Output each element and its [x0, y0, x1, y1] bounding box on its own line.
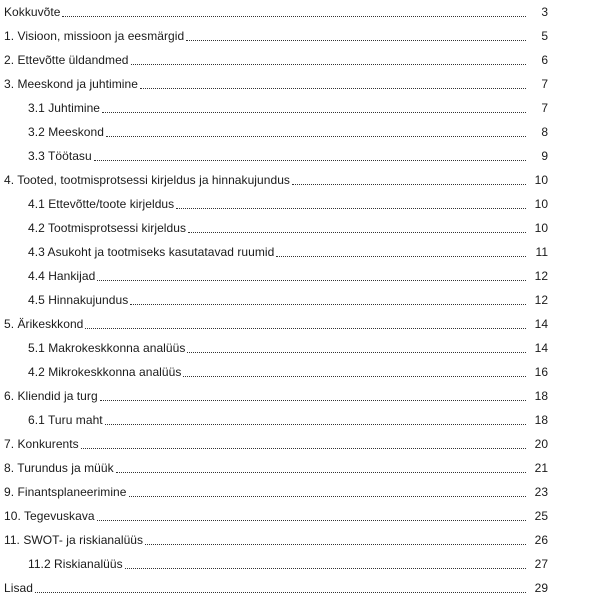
toc-page-number: 18: [534, 389, 548, 403]
toc-entry[interactable]: [0, 50, 600, 70]
dot-leader: [276, 255, 526, 257]
toc-entry[interactable]: [0, 338, 600, 358]
toc-entry[interactable]: [0, 506, 600, 526]
toc-entry[interactable]: [0, 554, 600, 574]
dot-leader: [94, 159, 526, 161]
toc-entry[interactable]: [0, 458, 600, 478]
toc-page-number: 14: [534, 341, 548, 355]
toc-entry[interactable]: [0, 266, 600, 286]
toc-entry-label: 4.3 Asukoht ja tootmiseks kasutatavad ruumid: [28, 245, 275, 259]
toc-entry-label: 3. Meeskond ja juhtimine: [4, 77, 138, 91]
dot-leader: [183, 375, 526, 377]
toc-page-number: 6: [541, 53, 548, 67]
dot-leader: [116, 471, 526, 473]
toc-entry[interactable]: [0, 146, 600, 166]
toc-entry-label: 2. Ettevõtte üldandmed: [4, 53, 129, 67]
toc-page-number: 12: [534, 269, 548, 283]
dot-leader: [106, 135, 526, 137]
toc-entry-label: 3.1 Juhtimine: [28, 101, 101, 115]
toc-page-number: 5: [541, 29, 548, 43]
dot-leader: [188, 231, 526, 233]
toc-entry[interactable]: [0, 290, 600, 310]
dot-leader: [130, 303, 526, 305]
dot-leader: [81, 447, 526, 449]
toc-entry-label: 7. Konkurents: [4, 437, 79, 451]
toc-entry[interactable]: [0, 362, 600, 382]
toc-entry-label: 11. SWOT- ja riskianalüüs: [4, 533, 144, 547]
toc-entry-label: 3.2 Meeskond: [28, 125, 104, 139]
toc-entry-label: 4.2 Tootmisprotsessi kirjeldus: [28, 221, 187, 235]
dot-leader: [35, 591, 526, 593]
dot-leader: [129, 495, 526, 497]
toc-entry-label: 6. Kliendid ja turg: [4, 389, 98, 403]
toc-entry-label: 4.2 Mikrokeskkonna analüüs: [28, 365, 182, 379]
dot-leader: [102, 111, 526, 113]
toc-page-number: 29: [534, 581, 548, 595]
toc-entry-label: 11.2 Riskianalüüs: [28, 557, 123, 571]
toc-page-number: 7: [541, 77, 548, 91]
toc-page-number: 12: [534, 293, 548, 307]
toc-entry[interactable]: [0, 26, 600, 46]
dot-leader: [85, 327, 526, 329]
toc-page-number: 8: [541, 125, 548, 139]
toc-entry-label: 4.5 Hinnakujundus: [28, 293, 129, 307]
toc-entry-label: 9. Finantsplaneerimine: [4, 485, 127, 499]
toc-page-number: 21: [534, 461, 548, 475]
toc-entry[interactable]: [0, 482, 600, 502]
toc-entry[interactable]: [0, 194, 600, 214]
toc-page-number: 14: [534, 317, 548, 331]
toc-entry-label: 4.4 Hankijad: [28, 269, 96, 283]
toc-page-number: 7: [541, 101, 548, 115]
dot-leader: [97, 519, 526, 521]
toc-entry[interactable]: [0, 242, 600, 262]
dot-leader: [131, 63, 526, 65]
toc-page-number: 3: [541, 5, 548, 19]
toc-entry[interactable]: [0, 314, 600, 334]
dot-leader: [100, 399, 526, 401]
toc-entry[interactable]: [0, 434, 600, 454]
toc-entry[interactable]: [0, 410, 600, 430]
toc-entry-label: 5.1 Makrokeskkonna analüüs: [28, 341, 186, 355]
toc-entry[interactable]: [0, 578, 600, 598]
toc-entry[interactable]: [0, 74, 600, 94]
toc-entry-label: 4. Tooted, tootmisprotsessi kirjeldus ja hinnakujundus: [4, 173, 290, 187]
toc-entry-label: Kokkuvõte: [4, 5, 61, 19]
toc-page-number: 23: [534, 485, 548, 499]
dot-leader: [176, 207, 526, 209]
toc-page-number: 10: [534, 197, 548, 211]
toc-entry[interactable]: [0, 386, 600, 406]
toc-entry[interactable]: [0, 218, 600, 238]
dot-leader: [140, 87, 526, 89]
dot-leader: [105, 423, 526, 425]
toc-page-number: 10: [534, 221, 548, 235]
toc-entry[interactable]: [0, 98, 600, 118]
toc-page-number: 25: [534, 509, 548, 523]
toc-page-number: 26: [534, 533, 548, 547]
dot-leader: [187, 351, 526, 353]
toc-entry-label: 10. Tegevuskava: [4, 509, 95, 523]
toc-entry-label: 4.1 Ettevõtte/toote kirjeldus: [28, 197, 175, 211]
toc-entry[interactable]: [0, 2, 600, 22]
toc-entry-label: 6.1 Turu maht: [28, 413, 103, 427]
dot-leader: [292, 183, 526, 185]
toc-entry-label: Lisad: [4, 581, 33, 595]
toc-entry[interactable]: [0, 122, 600, 142]
dot-leader: [97, 279, 526, 281]
dot-leader: [62, 15, 526, 17]
toc-page-number: 11: [535, 245, 548, 259]
toc-entry-label: 1. Visioon, missioon ja eesmärgid: [4, 29, 185, 43]
toc-page-number: 9: [541, 149, 548, 163]
toc-page-number: 20: [534, 437, 548, 451]
toc-entry-label: 8. Turundus ja müük: [4, 461, 114, 475]
toc-page-number: 10: [534, 173, 548, 187]
toc-entry-label: 3.3 Töötasu: [28, 149, 92, 163]
toc-page-number: 18: [534, 413, 548, 427]
toc-entry[interactable]: [0, 530, 600, 550]
dot-leader: [186, 39, 526, 41]
toc-page-number: 27: [534, 557, 548, 571]
toc-page-number: 16: [534, 365, 548, 379]
dot-leader: [125, 567, 526, 569]
toc-entry-label: 5. Ärikeskkond: [4, 317, 84, 331]
dot-leader: [145, 543, 526, 545]
toc-entry[interactable]: [0, 170, 600, 190]
